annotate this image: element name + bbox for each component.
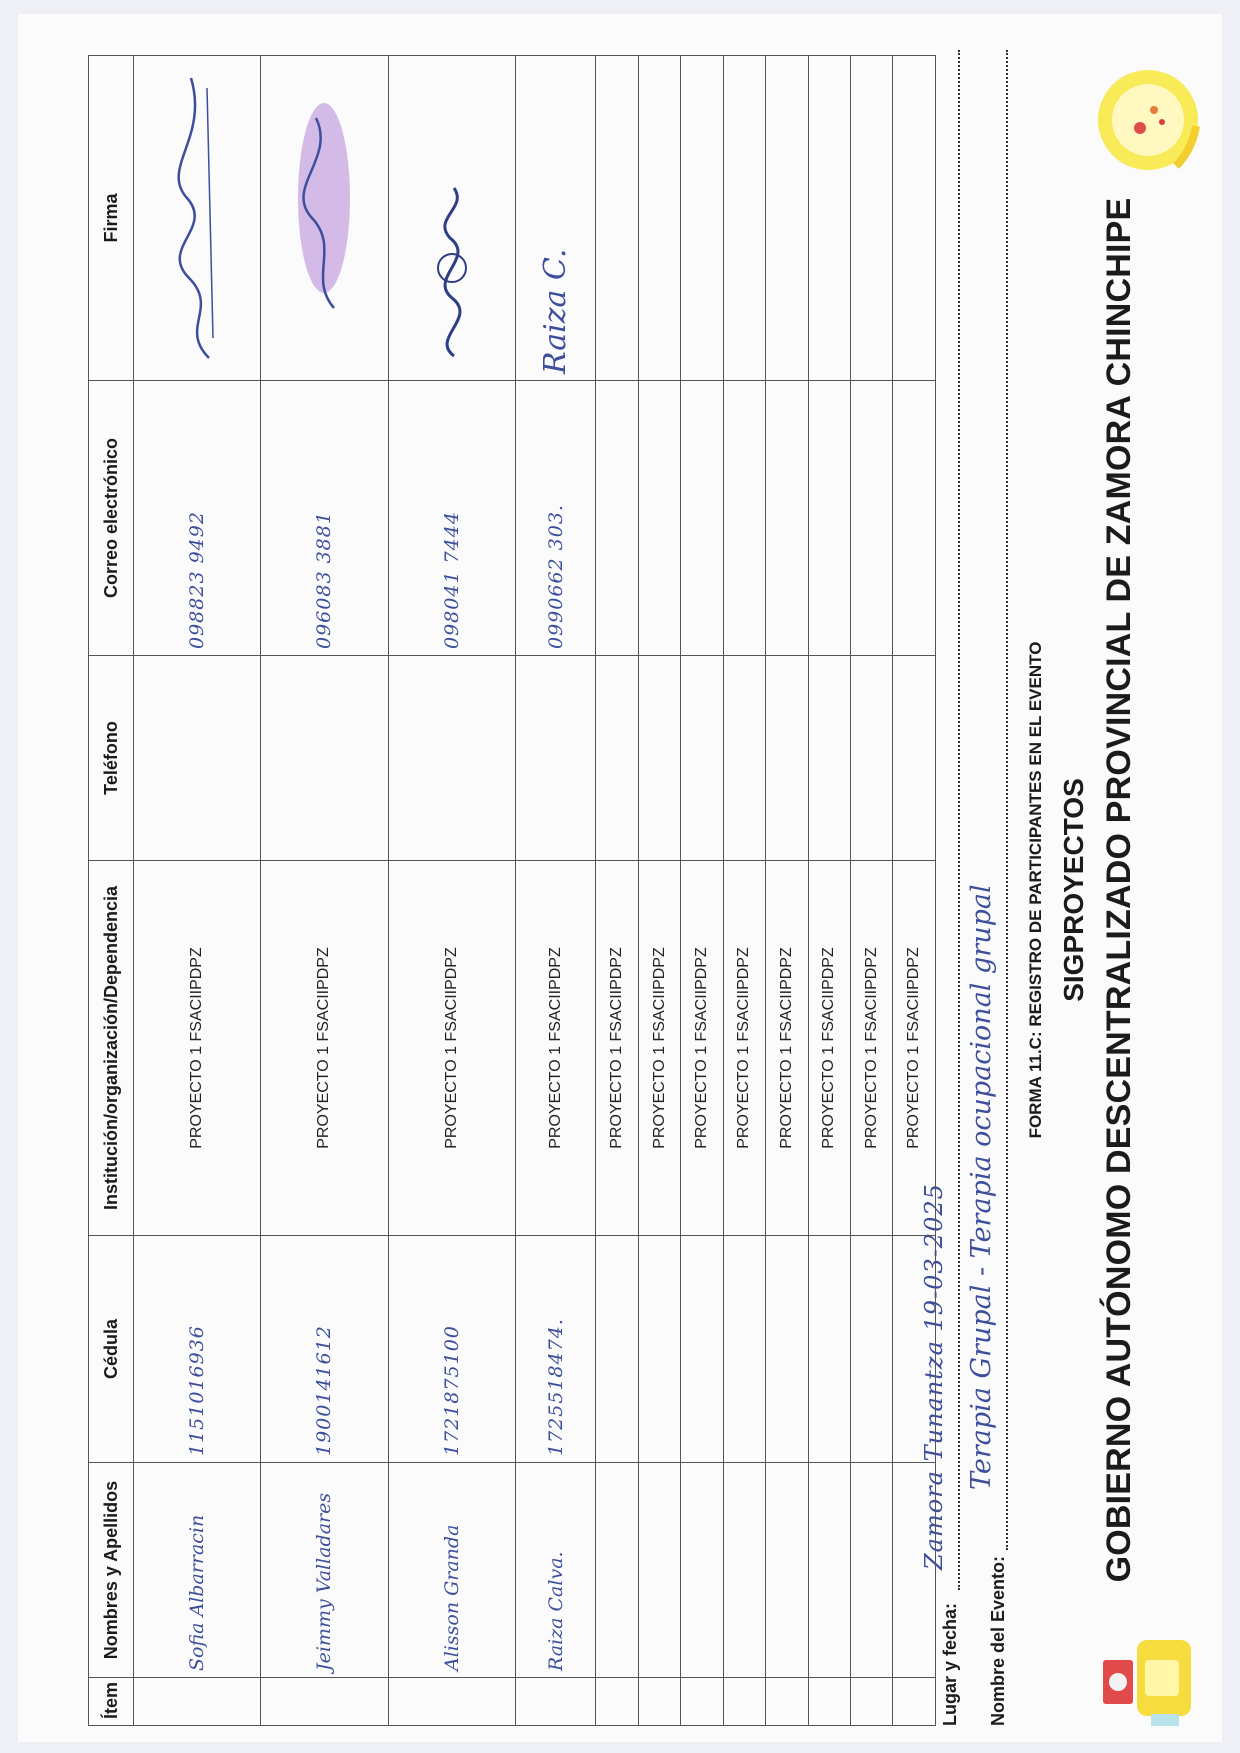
- header-item: Ítem: [89, 1678, 134, 1726]
- place-date-label: Lugar y fecha:: [940, 1602, 960, 1726]
- item-cell: [766, 1678, 808, 1726]
- table-row: [515, 56, 595, 1726]
- email-cell: [808, 381, 850, 656]
- email-cell: [681, 381, 723, 656]
- signature-cell: [766, 56, 808, 381]
- registration-form: [48, 40, 1228, 1740]
- program-seal-icon: [1088, 62, 1206, 180]
- participant-cedula: 1725518474.: [544, 1318, 567, 1456]
- form-title: FORMA 11.C: REGISTRO DE PARTICIPANTES EN EL EVENTO: [1026, 641, 1045, 1139]
- signature-cell: [681, 56, 723, 381]
- name-cell: [596, 1463, 638, 1678]
- signature-cell: [638, 56, 680, 381]
- provincial-crest-icon: [1093, 1624, 1203, 1734]
- signature-underline: [207, 88, 213, 338]
- cedula-cell: [808, 1236, 850, 1463]
- email-cell: [893, 381, 936, 656]
- phone-cell: [766, 656, 808, 861]
- item-cell: [893, 1678, 936, 1726]
- institution-cell: PROYECTO 1 FSACIIPDPZ: [893, 861, 936, 1236]
- phone-cell: [681, 656, 723, 861]
- signature-stamp-icon: [296, 62, 352, 374]
- signature-scribble-icon: [169, 62, 225, 374]
- table-row: [893, 56, 936, 1726]
- table-row: [723, 56, 765, 1726]
- institution-cell: PROYECTO 1 FSACIIPDPZ: [134, 861, 261, 1236]
- email-cell: [723, 381, 765, 656]
- signature-stroke: [445, 188, 460, 356]
- cedula-cell: [261, 1236, 388, 1463]
- header-email: Correo electrónico: [89, 381, 134, 656]
- header-cedula: Cédula: [89, 1236, 134, 1463]
- item-cell: [851, 1678, 893, 1726]
- participant-email: 098823 9492: [186, 511, 209, 649]
- seal-inner: [1112, 84, 1184, 156]
- item-cell: [261, 1678, 388, 1726]
- crest-emblem: [1109, 1673, 1127, 1691]
- table-row: [388, 56, 515, 1726]
- place-date-value: Zamora Tunantza 19-03-2025: [920, 1183, 948, 1570]
- participant-email: 098041 7444: [440, 511, 463, 649]
- institution-cell: PROYECTO 1 FSACIIPDPZ: [766, 861, 808, 1236]
- signature-cell: [261, 56, 388, 381]
- item-cell: [388, 1678, 515, 1726]
- table-row: [638, 56, 680, 1726]
- name-cell: [388, 1463, 515, 1678]
- crest-ribbon: [1151, 1714, 1179, 1726]
- institution-cell: PROYECTO 1 FSACIIPDPZ: [681, 861, 723, 1236]
- institution-cell: PROYECTO 1 FSACIIPDPZ: [596, 861, 638, 1236]
- item-cell: [134, 1678, 261, 1726]
- table-row: [681, 56, 723, 1726]
- signature-text: Raiza C.: [538, 248, 574, 374]
- signature-cell: [596, 56, 638, 381]
- item-cell: [638, 1678, 680, 1726]
- email-cell: [596, 381, 638, 656]
- signature-stroke: [179, 78, 209, 358]
- phone-cell: [851, 656, 893, 861]
- signature-cell: [893, 56, 936, 381]
- phone-cell: [893, 656, 936, 861]
- phone-cell: [596, 656, 638, 861]
- place-date-line: [958, 50, 960, 1590]
- cedula-cell: [596, 1236, 638, 1463]
- email-cell: [388, 381, 515, 656]
- seal-dot-1: [1134, 122, 1146, 134]
- institution-cell: PROYECTO 1 FSACIIPDPZ: [851, 861, 893, 1236]
- header-signature: Firma: [89, 56, 134, 381]
- participants-table: [88, 55, 936, 1726]
- crest-inner: [1145, 1660, 1179, 1696]
- phone-cell: [261, 656, 388, 861]
- cedula-cell: [681, 1236, 723, 1463]
- item-cell: [808, 1678, 850, 1726]
- cedula-cell: [766, 1236, 808, 1463]
- participant-name: Jeimmy Valladares: [313, 1492, 336, 1671]
- name-cell: [261, 1463, 388, 1678]
- event-name-value: Terapia Grupal - Terapia ocupacional grupal: [966, 884, 997, 1490]
- institution-cell: PROYECTO 1 FSACIIPDPZ: [723, 861, 765, 1236]
- name-cell: [681, 1463, 723, 1678]
- cedula-cell: [893, 1236, 936, 1463]
- table-row: [261, 56, 388, 1726]
- phone-cell: [515, 656, 595, 861]
- page-subtitle: SIGPROYECTOS: [1058, 778, 1089, 1002]
- cedula-cell: [134, 1236, 261, 1463]
- name-cell: [638, 1463, 680, 1678]
- signature-cell: [808, 56, 850, 381]
- signature-cell: [851, 56, 893, 381]
- table-row: [596, 56, 638, 1726]
- phone-cell: [638, 656, 680, 861]
- cedula-cell: [388, 1236, 515, 1463]
- phone-cell: [723, 656, 765, 861]
- item-cell: [596, 1678, 638, 1726]
- phone-cell: [808, 656, 850, 861]
- table-row: [134, 56, 261, 1726]
- participant-name: Alisson Granda: [440, 1524, 463, 1671]
- item-cell: [515, 1678, 595, 1726]
- name-cell: [851, 1463, 893, 1678]
- cedula-cell: [723, 1236, 765, 1463]
- institution-cell: PROYECTO 1 FSACIIPDPZ: [808, 861, 850, 1236]
- scanned-page: [18, 14, 1222, 1742]
- phone-cell: [388, 656, 515, 861]
- item-cell: [681, 1678, 723, 1726]
- item-cell: [723, 1678, 765, 1726]
- header-institution: Institución/organización/Dependencia: [89, 861, 134, 1236]
- cedula-cell: [638, 1236, 680, 1463]
- table-row: [851, 56, 893, 1726]
- name-cell: [766, 1463, 808, 1678]
- name-cell: [723, 1463, 765, 1678]
- signature-cell: [388, 56, 515, 381]
- email-cell: [515, 381, 595, 656]
- participant-email: 0990662 303.: [544, 504, 567, 649]
- header-names: Nombres y Apellidos: [89, 1463, 134, 1678]
- signature-cell: [723, 56, 765, 381]
- table-row: [766, 56, 808, 1726]
- institution-cell: PROYECTO 1 FSACIIPDPZ: [388, 861, 515, 1236]
- name-cell: [515, 1463, 595, 1678]
- participant-cedula: 1900141612: [313, 1325, 336, 1456]
- cedula-cell: [851, 1236, 893, 1463]
- participant-name: Sofia Albarracin: [186, 1514, 209, 1671]
- institution-cell: PROYECTO 1 FSACIIPDPZ: [515, 861, 595, 1236]
- signature-cell: [134, 56, 261, 381]
- name-cell: [808, 1463, 850, 1678]
- name-cell: [134, 1463, 261, 1678]
- name-cell: [893, 1463, 936, 1678]
- phone-cell: [134, 656, 261, 861]
- email-cell: [134, 381, 261, 656]
- participant-name: Raiza Calva.: [544, 1551, 567, 1671]
- email-cell: [261, 381, 388, 656]
- event-name-line: [1006, 50, 1008, 1550]
- event-name-label: Nombre del Evento:: [988, 1555, 1008, 1726]
- institution-cell: PROYECTO 1 FSACIIPDPZ: [638, 861, 680, 1236]
- email-cell: [638, 381, 680, 656]
- page-title: GOBIERNO AUTÓNOMO DESCENTRALIZADO PROVINCIAL DE ZAMORA CHINCHIPE: [1100, 197, 1138, 1583]
- signature-scribble-icon: [424, 62, 480, 374]
- participant-cedula: 1151016936: [186, 1325, 209, 1456]
- seal-dot-3: [1159, 119, 1165, 125]
- seal-dot-2: [1150, 106, 1158, 114]
- cedula-cell: [515, 1236, 595, 1463]
- table-row: [808, 56, 850, 1726]
- email-cell: [766, 381, 808, 656]
- table-header-row: [89, 56, 134, 1726]
- header-phone: Teléfono: [89, 656, 134, 861]
- signature-cell: [515, 56, 595, 381]
- institution-cell: PROYECTO 1 FSACIIPDPZ: [261, 861, 388, 1236]
- email-cell: [851, 381, 893, 656]
- participant-cedula: 1721875100: [440, 1325, 463, 1456]
- participant-email: 096083 3881: [313, 511, 336, 649]
